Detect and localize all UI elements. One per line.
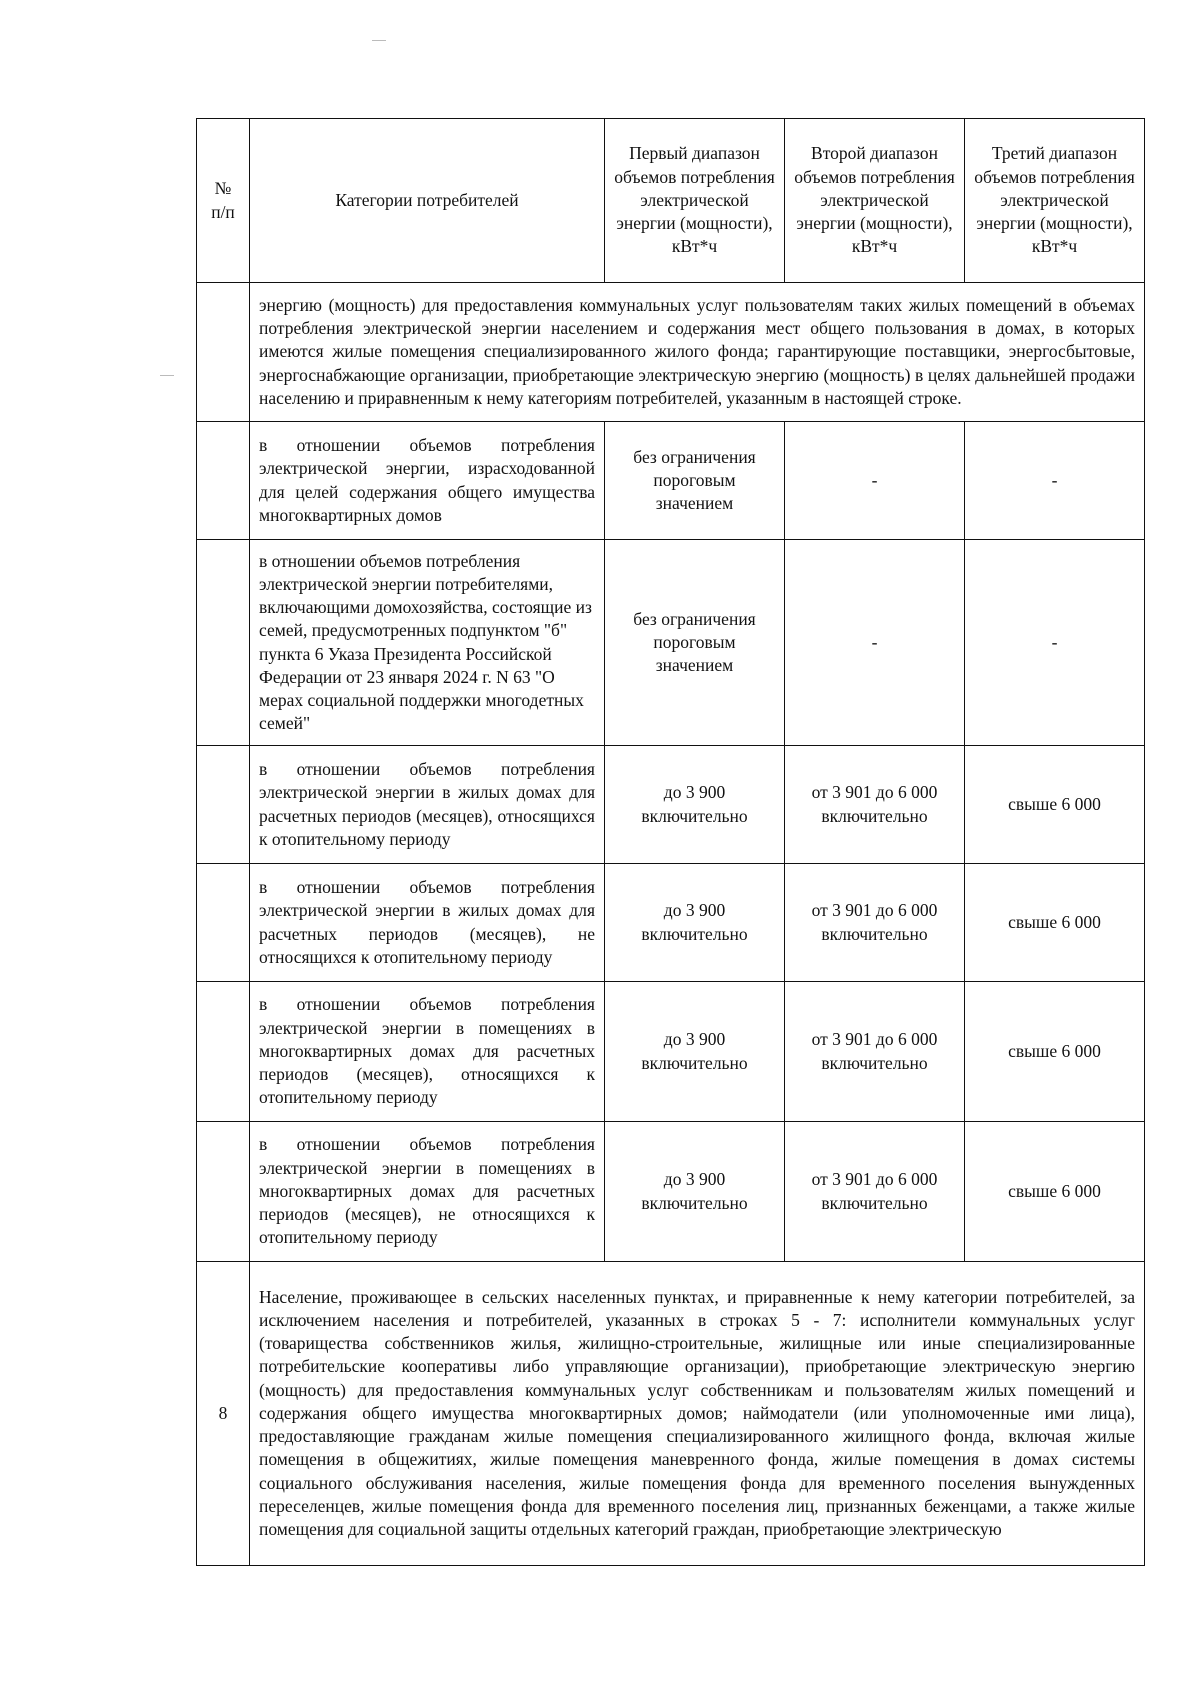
table-row bbox=[197, 1122, 1145, 1262]
row-range-1: до 3 900 включительно bbox=[605, 982, 785, 1122]
num-cell-empty bbox=[197, 982, 250, 1122]
num-cell-empty bbox=[197, 540, 250, 746]
row-category: в отношении объемов потребления электрической энергии в помещениях в многоквартирных домах для расчетных периодов (месяцев), не относящихся к отопительному периоду bbox=[250, 1122, 605, 1262]
row-category: в отношении объемов потребления электрической энергии в жилых домах для расчетных периодов (месяцев), не относящихся к отопительному периоду bbox=[250, 864, 605, 982]
row-category: в отношении объемов потребления электрической энергии, израсходованной для целей содержания общего имущества многоквартирных домов bbox=[250, 422, 605, 540]
row-category: в отношении объемов потребления электрической энергии в помещениях в многоквартирных домах для расчетных периодов (месяцев), относящихся к отопительному периоду bbox=[250, 982, 605, 1122]
num-cell-empty bbox=[197, 1122, 250, 1262]
table-row bbox=[197, 540, 1145, 746]
row-range-3: свыше 6 000 bbox=[965, 864, 1145, 982]
num-cell-empty bbox=[197, 283, 250, 422]
row-range-1: до 3 900 включительно bbox=[605, 864, 785, 982]
row-range-1: до 3 900 включительно bbox=[605, 746, 785, 864]
row-range-2: - bbox=[785, 422, 965, 540]
header-row bbox=[197, 119, 1145, 283]
num-cell-empty bbox=[197, 422, 250, 540]
row-range-3: - bbox=[965, 422, 1145, 540]
continuation-row bbox=[197, 283, 1145, 422]
row-8-text: Население, проживающее в сельских населенных пунктах, и приравненные к нему категории потребителей, за исключением населения и потребителей, указанных в строках 5 - 7: исполнители коммунальных услуг (товарищества собственников жилья, жилищно-строительные, жилищные или иные специализированные потребительские кооперативы либо управляющие организации), приобретающие электрическую энергию (мощность) для предоставления коммунальных услуг собственникам и пользователям жилых помещений и содержания общего имущества многоквартирных домов; наймодатели (или уполномоченные ими лица), предоставляющие гражданам жилые помещения специализированного жилищного фонда, включая жилые помещения в общежитиях, жилые помещения маневренного фонда, жилые помещения в домах системы социального обслуживания населения, жилые помещения фонда для временного поселения вынужденных переселенцев, жилые помещения фонда для временного поселения лиц, признанных беженцами, а также жилые помещения для социальной защиты отдельных категорий граждан, приобретающие электрическую bbox=[250, 1262, 1145, 1566]
table-row bbox=[197, 982, 1145, 1122]
row-range-2: от 3 901 до 6 000 включительно bbox=[785, 746, 965, 864]
row-range-1: без ограничения пороговым значением bbox=[605, 422, 785, 540]
header-range-1: Первый диапазон объемов потребления электрической энергии (мощности), кВт*ч bbox=[605, 119, 785, 283]
row-range-3: свыше 6 000 bbox=[965, 746, 1145, 864]
row-category: в отношении объемов потребления электрической энергии потребителями, включающими домохозяйства, состоящие из семей, предусмотренных подпунктом "б" пункта 6 Указа Президента Российской Федерации от 23 января 2024 г. N 63 "О мерах социальной поддержки многодетных семей" bbox=[250, 540, 605, 746]
row-range-1: без ограничения пороговым значением bbox=[605, 540, 785, 746]
scan-mark bbox=[160, 375, 174, 376]
row-range-2: - bbox=[785, 540, 965, 746]
row-range-2: от 3 901 до 6 000 включительно bbox=[785, 982, 965, 1122]
continuation-text: энергию (мощность) для предоставления коммунальных услуг пользователям таких жилых помещений в объемах потребления электрической энергии населением и содержания мест общего пользования в домах, в которых имеются жилые помещения специализированного жилого фонда; гарантирующие поставщики, энергосбытовые, энергоснабжающие организации, приобретающие электрическую энергию (мощность) в целях дальнейшей продажи населению и приравненным к нему категориям потребителей, указанным в настоящей строке. bbox=[250, 283, 1145, 422]
row-range-2: от 3 901 до 6 000 включительно bbox=[785, 1122, 965, 1262]
row-range-3: свыше 6 000 bbox=[965, 982, 1145, 1122]
row-category: в отношении объемов потребления электрической энергии в жилых домах для расчетных периодов (месяцев), относящихся к отопительному периоду bbox=[250, 746, 605, 864]
row-range-3: - bbox=[965, 540, 1145, 746]
scan-mark bbox=[372, 40, 386, 41]
row-number: 8 bbox=[197, 1262, 250, 1566]
num-cell-empty bbox=[197, 864, 250, 982]
header-range-3: Третий диапазон объемов потребления электрической энергии (мощности), кВт*ч bbox=[965, 119, 1145, 283]
row-range-1: до 3 900 включительно bbox=[605, 1122, 785, 1262]
header-range-2: Второй диапазон объемов потребления электрической энергии (мощности), кВт*ч bbox=[785, 119, 965, 283]
table-row bbox=[197, 746, 1145, 864]
row-range-2: от 3 901 до 6 000 включительно bbox=[785, 864, 965, 982]
num-cell-empty bbox=[197, 746, 250, 864]
table-row bbox=[197, 422, 1145, 540]
row-8 bbox=[197, 1262, 1145, 1566]
header-num: № п/п bbox=[197, 119, 250, 283]
table-row bbox=[197, 864, 1145, 982]
header-category: Категории потребителей bbox=[250, 119, 605, 283]
row-range-3: свыше 6 000 bbox=[965, 1122, 1145, 1262]
tariff-table bbox=[196, 118, 1145, 1566]
